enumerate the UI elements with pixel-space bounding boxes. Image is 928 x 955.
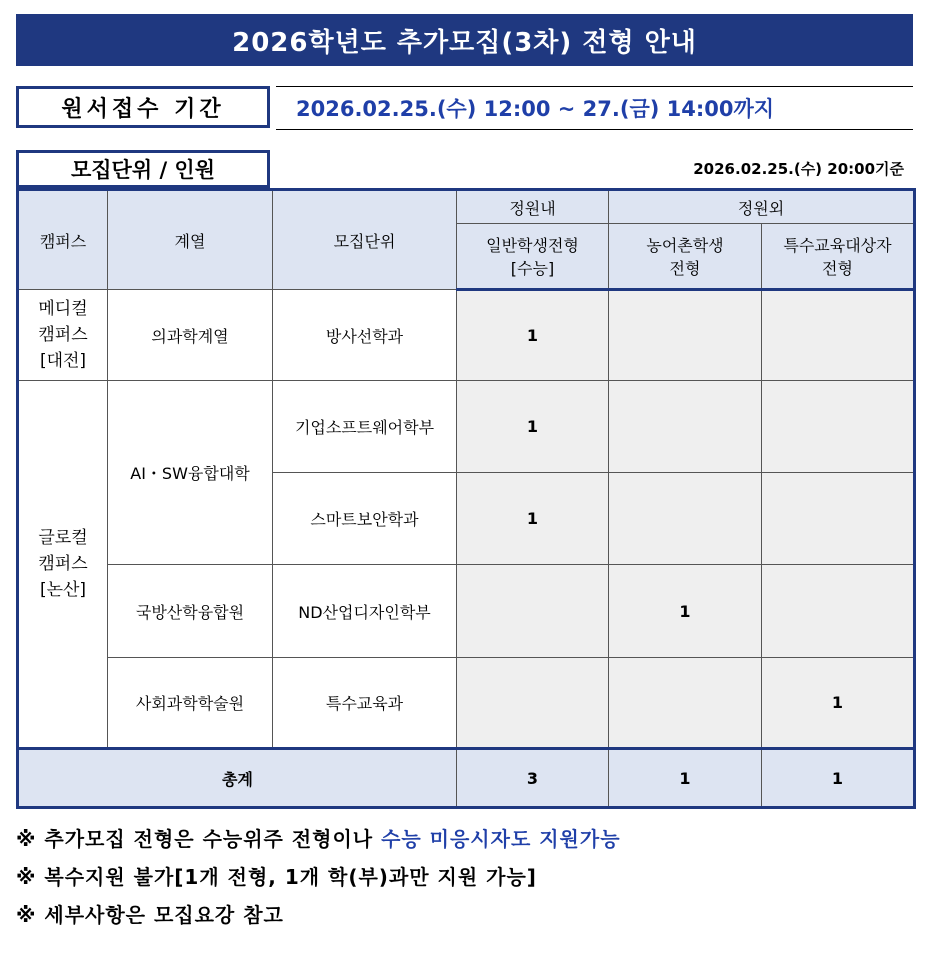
special-cell	[762, 381, 915, 473]
total-rural: 1	[609, 749, 762, 808]
note-1	[16, 820, 621, 858]
special-cell: 1	[762, 658, 915, 749]
note-1-text: ※ 추가모집 전형은 수능위주 전형이나	[16, 827, 382, 851]
total-general: 3	[457, 749, 609, 808]
general-cell: 1	[457, 473, 609, 565]
header-campus: 캠퍼스	[18, 190, 108, 290]
total-row	[18, 749, 915, 808]
recruitment-unit-label: 모집단위 / 인원	[16, 150, 270, 188]
basis-timestamp: 2026.02.25.(수) 20:00기준	[693, 160, 904, 178]
table-row	[18, 565, 915, 658]
header-field: 계열	[108, 190, 273, 290]
rural-cell	[609, 658, 762, 749]
table-row	[18, 381, 915, 473]
table-row	[18, 290, 915, 381]
unit-cell: ND산업디자인학부	[273, 565, 457, 658]
note-3: ※ 세부사항은 모집요강 참고	[16, 903, 284, 927]
special-cell	[762, 565, 915, 658]
unit-cell: 방사선학과	[273, 290, 457, 381]
header-rural: 농어촌학생 전형	[609, 224, 762, 290]
general-cell: 1	[457, 381, 609, 473]
page-title: 2026학년도 추가모집(3차) 전형 안내	[16, 14, 913, 66]
field-cell: 의과학계열	[108, 290, 273, 381]
application-period-label: 원서접수 기간	[16, 86, 270, 128]
campus-global: 글로컬 캠퍼스 [논산]	[18, 381, 108, 749]
total-label: 총계	[18, 749, 457, 808]
header-unit: 모집단위	[273, 190, 457, 290]
campus-medical: 메디컬 캠퍼스 [대전]	[18, 290, 108, 381]
notes	[16, 820, 621, 934]
unit-cell: 특수교육과	[273, 658, 457, 749]
total-special: 1	[762, 749, 915, 808]
rural-cell	[609, 290, 762, 381]
application-period-value: 2026.02.25.(수) 12:00 ~ 27.(금) 14:00까지	[276, 86, 913, 130]
table-header-row	[18, 190, 915, 224]
general-cell	[457, 565, 609, 658]
table-row	[18, 658, 915, 749]
note-2: ※ 복수지원 불가[1개 전형, 1개 학(부)과만 지원 가능]	[16, 865, 537, 889]
field-cell: 국방산학융합원	[108, 565, 273, 658]
header-in-quota: 정원내	[457, 190, 609, 224]
general-cell: 1	[457, 290, 609, 381]
rural-cell	[609, 473, 762, 565]
special-cell	[762, 290, 915, 381]
unit-cell: 스마트보안학과	[273, 473, 457, 565]
header-out-quota: 정원외	[609, 190, 915, 224]
note-1-highlight: 수능 미응시자도 지원가능	[381, 827, 621, 851]
header-special: 특수교육대상자 전형	[762, 224, 915, 290]
field-cell: AI・SW융합대학	[108, 381, 273, 565]
header-general: 일반학생전형 [수능]	[457, 224, 609, 290]
rural-cell: 1	[609, 565, 762, 658]
special-cell	[762, 473, 915, 565]
unit-cell: 기업소프트웨어학부	[273, 381, 457, 473]
recruitment-table	[16, 188, 916, 809]
rural-cell	[609, 381, 762, 473]
general-cell	[457, 658, 609, 749]
field-cell: 사회과학학술원	[108, 658, 273, 749]
